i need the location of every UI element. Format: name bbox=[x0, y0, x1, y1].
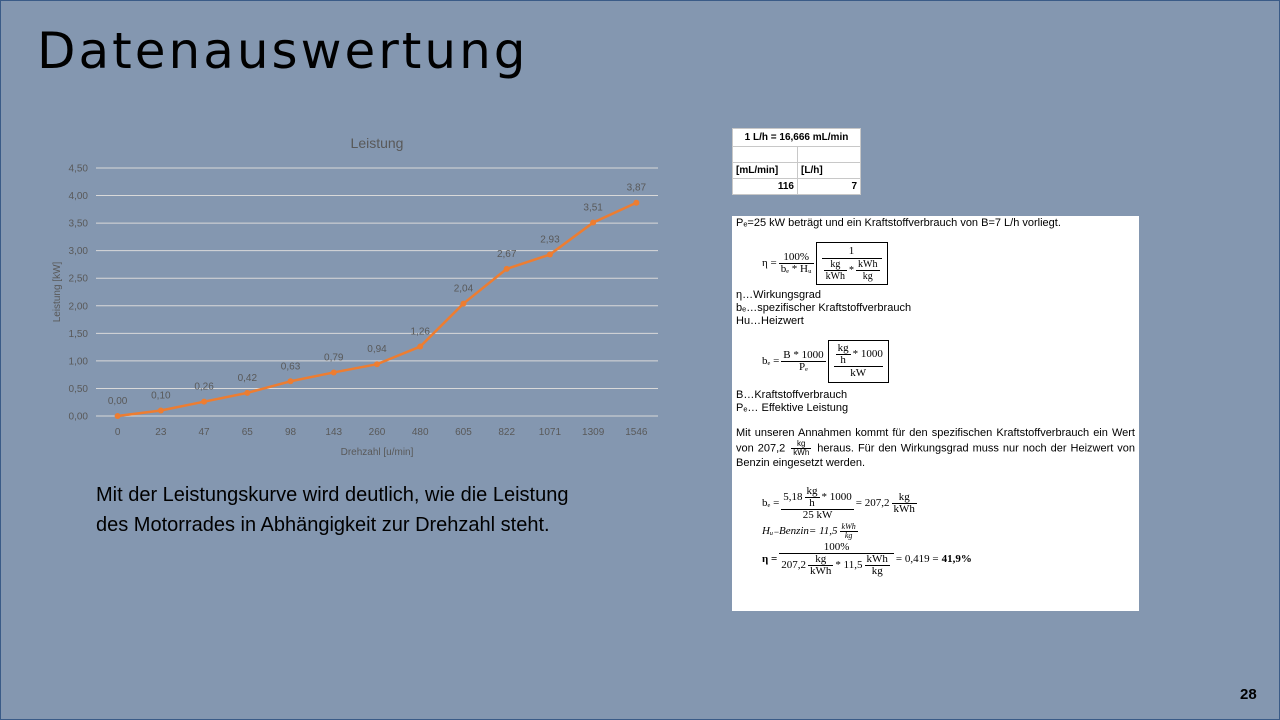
x-axis-label: Drehzahl [u/min] bbox=[340, 447, 414, 458]
eta-lhs: η = bbox=[762, 257, 777, 269]
calc-eta-den-mult: * 11,5 bbox=[835, 559, 863, 571]
calc-eta-den-a: 207,2 bbox=[781, 559, 807, 571]
y-tick-label: 3,00 bbox=[68, 246, 88, 258]
data-point bbox=[158, 407, 164, 413]
calc-eta-den-a-den: kWh bbox=[810, 565, 832, 577]
calc-be-num-unit-b: h bbox=[805, 497, 820, 509]
calc-be-num-val: 5,18 bbox=[783, 491, 803, 503]
x-tick-label: 143 bbox=[325, 427, 343, 438]
x-tick-label: 605 bbox=[455, 427, 472, 438]
data-point bbox=[244, 390, 250, 396]
calc-eta-den-b-num: kWh bbox=[866, 553, 888, 565]
data-label: 2,93 bbox=[540, 234, 560, 246]
data-label: 2,04 bbox=[453, 283, 474, 295]
calc-eta-den-b-unit bbox=[865, 554, 890, 577]
calc-eta-result-bold: 41,9% bbox=[941, 553, 972, 565]
calc-be-fraction bbox=[781, 486, 854, 521]
hu-unit-num: kWh bbox=[841, 522, 856, 531]
be-formula bbox=[762, 340, 1135, 383]
eta-unit-den-b-den: kg bbox=[856, 270, 879, 282]
x-tick-label: 23 bbox=[155, 427, 167, 438]
y-tick-label: 2,50 bbox=[68, 273, 88, 285]
conversion-table-empty bbox=[733, 147, 798, 163]
calc-eta-lhs: η = bbox=[762, 553, 778, 565]
data-point bbox=[115, 413, 121, 419]
hu-formula bbox=[762, 523, 1135, 540]
eta-unit-den-a-den: kWh bbox=[825, 271, 846, 282]
data-point bbox=[547, 252, 553, 258]
calc-be-num-rest: * 1000 bbox=[821, 491, 852, 503]
leistung-chart bbox=[40, 128, 670, 468]
x-tick-label: 47 bbox=[198, 427, 210, 438]
calc-be-result-unit-den: kWh bbox=[893, 503, 915, 515]
data-point bbox=[504, 266, 510, 272]
def-eta: η…Wirkungsgrad bbox=[736, 289, 821, 301]
x-tick-label: 65 bbox=[241, 427, 253, 438]
data-point bbox=[590, 220, 596, 226]
eta-unit-den bbox=[822, 258, 882, 282]
calc-eta-result: = 0,419 = bbox=[895, 553, 939, 565]
conversion-table-col2-value: 7 bbox=[798, 179, 861, 195]
eta-num: 100% bbox=[783, 251, 809, 263]
slide-description: Mit der Leistungskurve wird deutlich, wie die Leistung des Motorrades in Abhängigkeit zur Drehzahl steht. bbox=[96, 484, 569, 536]
y-tick-label: 3,50 bbox=[68, 218, 88, 230]
data-point bbox=[374, 361, 380, 367]
calc-eta-formula bbox=[762, 542, 1135, 577]
y-tick-label: 0,50 bbox=[68, 383, 88, 395]
be-lhs: bₑ = bbox=[762, 355, 780, 367]
calc-be-den: 25 kW bbox=[781, 509, 854, 521]
calc-be-num bbox=[781, 486, 854, 509]
x-tick-label: 1309 bbox=[582, 427, 605, 438]
be-unit-num-b: h bbox=[836, 354, 851, 366]
data-label: 0,94 bbox=[367, 344, 387, 356]
doc-intro: Pₑ=25 kW beträgt und ein Kraftstoffverbrauch von B=7 L/h vorliegt. bbox=[736, 217, 1061, 229]
eta-unit-den-b bbox=[856, 259, 879, 282]
calc-eta-den-a-unit bbox=[808, 554, 833, 577]
hu-unit-den: kg bbox=[840, 531, 858, 540]
be-unit-num-a: kg bbox=[837, 342, 849, 354]
calc-eta-num: 100% bbox=[823, 541, 850, 553]
be-den: Pₑ bbox=[781, 361, 825, 373]
def-hu: Hu…Heizwert bbox=[736, 315, 804, 327]
doc-paragraph-part-2: heraus. Für den Wirkungsgrad muss nur noch der Heizwert von Benzin eingesetzt werden. bbox=[736, 442, 1136, 469]
calc-be-result-unit bbox=[892, 492, 917, 515]
y-axis-label: Leistung [kW] bbox=[52, 261, 63, 323]
eta-fraction bbox=[779, 252, 814, 275]
chart-title: Leistung bbox=[350, 135, 404, 151]
eta-unit-num: 1 bbox=[848, 245, 855, 257]
eta-unit-mult: * bbox=[849, 265, 855, 276]
y-tick-label: 1,00 bbox=[68, 356, 88, 368]
y-tick-label: 2,00 bbox=[68, 301, 88, 313]
x-tick-label: 98 bbox=[284, 427, 297, 438]
data-label: 0,42 bbox=[237, 372, 258, 384]
conversion-table-empty bbox=[798, 147, 861, 163]
slide-title: Datenauswertung bbox=[37, 22, 529, 80]
conversion-table-col1-value: 116 bbox=[733, 179, 798, 195]
x-tick-label: 1546 bbox=[625, 427, 648, 438]
doc-paragraph-unit-num: kg bbox=[797, 439, 806, 448]
eta-unit-den-a bbox=[824, 259, 847, 282]
def-be: bₑ…spezifischer Kraftstoffverbrauch bbox=[736, 302, 912, 314]
x-tick-label: 1071 bbox=[538, 427, 562, 438]
conversion-table-col2-label: [L/h] bbox=[798, 163, 861, 179]
calc-be-result-unit-num: kg bbox=[898, 491, 910, 503]
doc-paragraph-part-1: Mit unseren Annahmen kommt für den spezifischen Kraftstoffverbrauch ein Wert von 207,2 bbox=[736, 427, 1135, 455]
conversion-table-header: 1 L/h = 16,666 mL/min bbox=[733, 129, 861, 147]
be-num: B * 1000 bbox=[783, 349, 824, 361]
data-label: 0,00 bbox=[107, 396, 128, 407]
x-tick-label: 260 bbox=[368, 427, 386, 438]
calc-be-num-unit-a: kg bbox=[806, 485, 818, 497]
calc-be-formula bbox=[762, 486, 1135, 521]
data-label: 0,79 bbox=[324, 352, 344, 364]
data-point bbox=[460, 301, 466, 307]
calc-eta-den-a-num: kg bbox=[815, 553, 827, 565]
conversion-table-col1-label: [mL/min] bbox=[733, 163, 798, 179]
be-unit-den: kW bbox=[834, 366, 883, 380]
calc-be-result: = 207,2 bbox=[855, 497, 890, 509]
x-tick-label: 0 bbox=[114, 427, 121, 438]
def-pe: Pₑ… Effektive Leistung bbox=[736, 402, 849, 414]
calc-eta-den bbox=[779, 553, 894, 577]
y-tick-label: 1,50 bbox=[68, 328, 88, 340]
y-tick-label: 4,00 bbox=[68, 191, 88, 203]
data-label: 0,63 bbox=[280, 361, 301, 373]
eta-unit-bracket bbox=[816, 242, 888, 285]
hu-unit bbox=[840, 523, 858, 540]
formula-document bbox=[732, 216, 1139, 611]
eta-unit-den-b-num: kWh bbox=[858, 259, 878, 270]
calc-be-num-unit bbox=[805, 486, 820, 509]
data-label: 0,26 bbox=[194, 381, 214, 393]
def-b: B…Kraftstoffverbrauch bbox=[736, 389, 848, 401]
calc-eta-fraction bbox=[779, 542, 894, 577]
calc-eta-den-b-den: kg bbox=[865, 565, 890, 577]
eta-den: bₑ * Hᵤ bbox=[780, 263, 812, 275]
eta-unit-den-a-num: kg bbox=[830, 259, 841, 270]
eta-formula bbox=[762, 242, 1135, 285]
be-unit-num bbox=[834, 343, 883, 366]
hu-lhs: Hᵤ₋Benzin= 11,5 bbox=[762, 525, 838, 537]
be-unit-bracket bbox=[828, 340, 889, 383]
doc-paragraph bbox=[736, 427, 1135, 470]
y-tick-label: 4,50 bbox=[68, 163, 88, 175]
data-label: 2,67 bbox=[496, 248, 517, 260]
data-label: 0,10 bbox=[151, 390, 171, 402]
doc-paragraph-unit bbox=[791, 440, 811, 457]
calc-be-lhs: bₑ = bbox=[762, 497, 780, 509]
data-label: 1,26 bbox=[410, 326, 430, 338]
data-point bbox=[633, 200, 639, 206]
page-number: 28 bbox=[1240, 686, 1257, 703]
y-tick-label: 0,00 bbox=[68, 411, 88, 423]
data-point bbox=[201, 399, 207, 405]
conversion-table bbox=[732, 128, 861, 195]
data-point bbox=[288, 378, 294, 384]
be-fraction bbox=[781, 350, 825, 373]
be-unit-mult: * 1000 bbox=[852, 348, 883, 360]
x-tick-label: 822 bbox=[498, 427, 516, 438]
data-label: 3,87 bbox=[626, 182, 647, 194]
be-unit-num-frac bbox=[836, 343, 851, 366]
x-tick-label: 480 bbox=[411, 427, 429, 438]
data-label: 3,51 bbox=[583, 202, 603, 214]
doc-paragraph-unit-den: kWh bbox=[793, 448, 810, 457]
data-point bbox=[417, 344, 423, 350]
data-point bbox=[331, 369, 337, 375]
